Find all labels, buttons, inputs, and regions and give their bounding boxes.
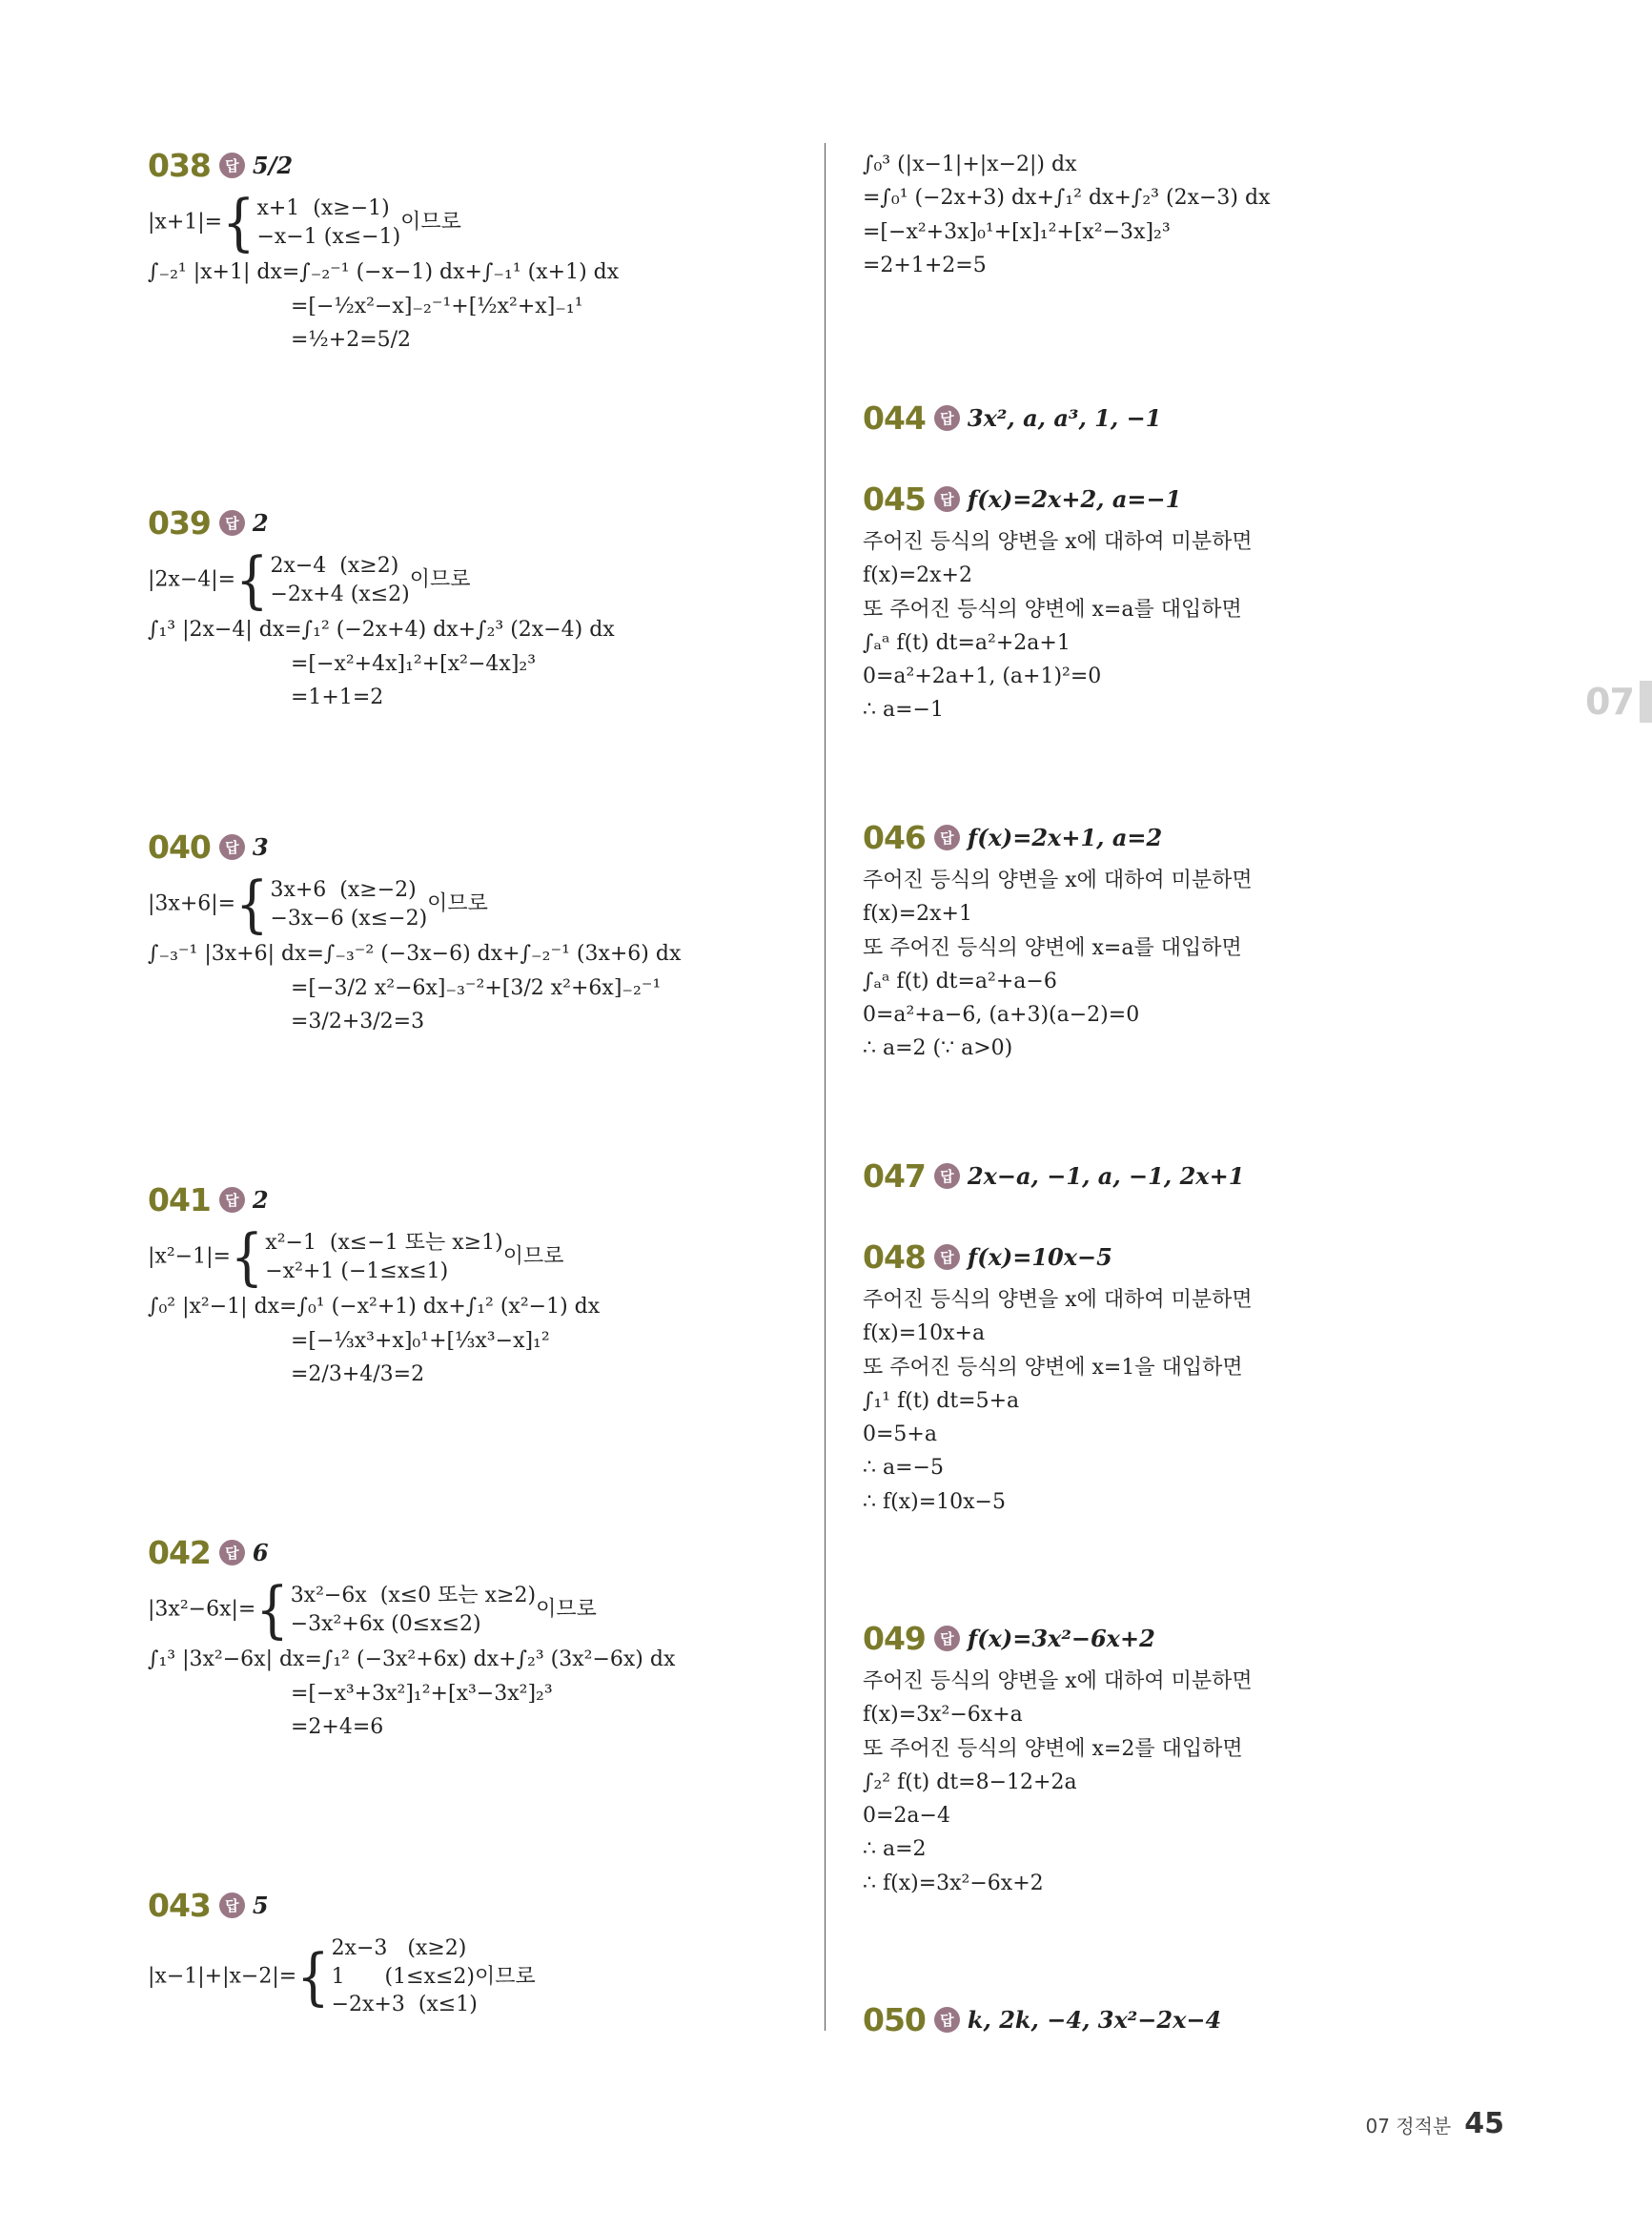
answer-badge: 답: [219, 153, 245, 178]
answer-text: f(x)=2x+1, a=2: [967, 823, 1163, 851]
answer-badge: 답: [934, 1244, 960, 1270]
solution-line: ∫₁³ |3x²−6x| dx=∫₁² (−3x²+6x) dx+∫₂³ (3x²−6x) dx: [148, 1647, 676, 1672]
case-row: −2x+3 (x≤1): [331, 1993, 478, 2017]
chapter-side-tab-number: 07: [1585, 681, 1634, 723]
answer-badge: 답: [934, 825, 960, 850]
solution-line: ∫₀² |x²−1| dx=∫₀¹ (−x²+1) dx+∫₁² (x²−1) dx: [148, 1295, 601, 1320]
problem-043-cont: [863, 143, 1435, 287]
piecewise-tail: 이므로: [409, 567, 471, 592]
case-row: −x−1 (x≤−1): [256, 224, 401, 249]
answer-text: 2: [252, 1185, 269, 1214]
answer-badge: 답: [219, 1540, 245, 1565]
problem-number: 039: [148, 503, 211, 542]
solution-line: ∫₁¹ f(t) dt=5+a: [863, 1388, 1020, 1413]
problem-header: [863, 1616, 1435, 1660]
problem-040: [148, 825, 815, 1043]
answer-text: 5: [252, 1891, 269, 1919]
problem-043: [148, 1883, 815, 2029]
case-row: 3x²−6x (x≤0 또는 x≥2): [290, 1584, 537, 1607]
problem-header: [863, 1997, 1435, 2041]
brace: {: [235, 868, 269, 940]
answer-badge: 답: [934, 2007, 960, 2033]
answer-badge: 답: [219, 1187, 245, 1213]
piecewise-tail: 이므로: [502, 1244, 564, 1269]
solution-line: f(x)=2x+1: [863, 902, 972, 927]
solution-line: 주어진 등식의 양변을 x에 대하여 미분하면: [863, 869, 1253, 892]
case-row: 1 (1≤x≤2)이므로: [331, 1964, 536, 1989]
piecewise-definition: [148, 543, 815, 616]
solution-line: =½+2=5/2: [291, 327, 412, 352]
problem-049: [863, 1616, 1435, 1905]
piecewise-lhs: |x²−1|=: [148, 1244, 231, 1269]
problem-038: [148, 143, 815, 361]
solution-line: 또 주어진 등식의 양변에 x=1을 대입하면: [863, 1355, 1243, 1380]
problem-header: [148, 1177, 815, 1221]
piecewise-cases: [255, 1573, 537, 1646]
chapter-side-tab-block: [1640, 681, 1652, 723]
solution-line: =[−x²+4x]₁²+[x²−4x]₂³: [291, 651, 537, 676]
solution-line: f(x)=2x+2: [863, 563, 972, 588]
problem-header: [148, 1530, 815, 1574]
problem-044: [863, 396, 1435, 440]
problem-header: [863, 477, 1435, 521]
problem-header: [148, 501, 815, 544]
case-row: −3x−6 (x≤−2): [270, 906, 428, 931]
piecewise-definition: [148, 186, 815, 258]
answer-text: 2: [252, 508, 269, 537]
piecewise-tail: 이므로: [400, 210, 461, 235]
problem-047: [863, 1154, 1435, 1197]
problem-number: 046: [863, 818, 926, 856]
piecewise-lhs: |x−1|+|x−2|=: [148, 1964, 297, 1989]
brace: {: [235, 543, 269, 616]
piecewise-cases: [230, 1220, 503, 1293]
problem-number: 045: [863, 480, 926, 518]
solution-line: 또 주어진 등식의 양변에 x=a를 대입하면: [863, 597, 1242, 622]
answer-badge: 답: [219, 1892, 245, 1918]
piecewise-tail: 이므로: [427, 891, 488, 916]
solution-line: ∴ a=2: [863, 1837, 927, 1862]
case-row: x²−1 (x≤−1 또는 x≥1): [265, 1231, 503, 1255]
solution-line: ∫ₐᵃ f(t) dt=a²+a−6: [863, 969, 1057, 993]
problem-number: 047: [863, 1156, 926, 1195]
piecewise-cases: [296, 1934, 536, 2019]
brace: {: [255, 1573, 289, 1646]
solution-line: ∫₀³ (|x−1|+|x−2|) dx: [863, 153, 1077, 176]
solution-line: =[−½x²−x]₋₂⁻¹+[½x²+x]₋₁¹: [291, 294, 583, 318]
answer-text: f(x)=3x²−6x+2: [967, 1624, 1155, 1652]
piecewise-definition: [148, 868, 815, 940]
answer-text: 2x−a, −1, a, −1, 2x+1: [967, 1161, 1245, 1190]
solution-line: ∴ f(x)=10x−5: [863, 1489, 1006, 1514]
case-row: x+1 (x≥−1): [256, 196, 390, 220]
chapter-side-tab: [1585, 681, 1652, 723]
problem-046: [863, 815, 1435, 1071]
piecewise-lhs: |x+1|=: [148, 210, 223, 235]
problem-050: [863, 1997, 1435, 2041]
piecewise-lhs: |3x²−6x|=: [148, 1597, 256, 1622]
solution-line: f(x)=3x²−6x+a: [863, 1703, 1023, 1728]
brace: {: [222, 186, 255, 258]
case-rows: [256, 194, 400, 251]
problem-number: 040: [148, 828, 211, 866]
case-rows: [270, 876, 427, 932]
problem-number: 049: [863, 1619, 926, 1657]
solution-line: ∫₂² f(t) dt=8−12+2a: [863, 1770, 1077, 1794]
case-row: −x²+1 (−1≤x≤1): [265, 1258, 449, 1283]
case-rows: [265, 1229, 502, 1285]
solution-line: ∴ a=−1: [863, 698, 944, 723]
case-row: −3x²+6x (0≤x≤2): [290, 1611, 481, 1636]
answer-text: f(x)=10x−5: [967, 1242, 1112, 1271]
problem-header: [148, 825, 815, 869]
solution-line: =[−⅓x³+x]₀¹+[⅓x³−x]₁²: [291, 1328, 550, 1353]
piecewise-definition: [148, 1934, 815, 2019]
problem-header: [148, 1883, 815, 1927]
problem-number: 042: [148, 1533, 211, 1571]
problem-number: 050: [863, 2000, 926, 2038]
piecewise-lhs: |2x−4|=: [148, 567, 236, 592]
problem-042: [148, 1530, 815, 1749]
problem-048: [863, 1235, 1435, 1524]
answer-text: 3: [252, 832, 269, 861]
answer-text: 6: [252, 1538, 269, 1566]
solution-line: =2+4=6: [291, 1714, 384, 1739]
page-number: 45: [1464, 2107, 1504, 2140]
solution-line: ∫₋₃⁻¹ |3x+6| dx=∫₋₃⁻² (−3x−6) dx+∫₋₂⁻¹ (3x+6) dx: [148, 942, 682, 967]
solution-line: 또 주어진 등식의 양변에 x=2를 대입하면: [863, 1736, 1243, 1761]
page-footer: [1365, 2107, 1504, 2140]
solution-line: =[−x³+3x²]₁²+[x³−3x²]₂³: [291, 1681, 553, 1706]
piecewise-cases: [235, 543, 410, 616]
case-rows: [291, 1582, 536, 1638]
solution-line: 0=a²+2a+1, (a+1)²=0: [863, 665, 1102, 689]
answer-badge: 답: [219, 510, 245, 536]
problem-045: [863, 477, 1435, 732]
problem-number: 043: [148, 1886, 211, 1924]
solution-line: ∫ₐᵃ f(t) dt=a²+2a+1: [863, 630, 1071, 655]
solution-line: ∫₋₂¹ |x+1| dx=∫₋₂⁻¹ (−x−1) dx+∫₋₁¹ (x+1) dx: [148, 260, 620, 285]
answer-badge: 답: [934, 405, 960, 431]
solution-line: ∫₁³ |2x−4| dx=∫₁² (−2x+4) dx+∫₂³ (2x−4) dx: [148, 618, 615, 643]
solution-line: =2/3+4/3=2: [291, 1361, 425, 1386]
problem-039: [148, 501, 815, 719]
answer-badge: 답: [934, 1626, 960, 1651]
piecewise-definition: [148, 1573, 815, 1646]
brace: {: [296, 1940, 330, 2013]
problem-number: 048: [863, 1238, 926, 1276]
solution-line: 0=a²+a−6, (a+3)(a−2)=0: [863, 1003, 1140, 1028]
problem-header: [863, 1154, 1435, 1197]
problem-header: [863, 815, 1435, 859]
solution-line: 주어진 등식의 양변을 x에 대하여 미분하면: [863, 530, 1253, 554]
solution-line: ∴ a=2 (∵ a>0): [863, 1036, 1013, 1061]
piecewise-lhs: |3x+6|=: [148, 891, 236, 916]
footer-chapter: 07 정적분: [1365, 2115, 1452, 2138]
case-row: 3x+6 (x≥−2): [270, 878, 417, 902]
problem-header: [863, 1235, 1435, 1279]
brace: {: [230, 1220, 264, 1293]
solution-line: ∴ f(x)=3x²−6x+2: [863, 1871, 1044, 1895]
solution-line: =1+1=2: [291, 685, 384, 709]
solution-line: 또 주어진 등식의 양변에 x=a를 대입하면: [863, 935, 1242, 960]
solution-line: 주어진 등식의 양변을 x에 대하여 미분하면: [863, 1288, 1253, 1312]
solution-line: f(x)=10x+a: [863, 1321, 986, 1346]
problem-number: 044: [863, 399, 926, 437]
case-rows: [332, 1934, 536, 2019]
answer-text: 3x², a, a³, 1, −1: [967, 403, 1162, 432]
case-row: 2x−3 (x≥2): [331, 1936, 467, 1960]
solution-line: =[−x²+3x]₀¹+[x]₁²+[x²−3x]₂³: [863, 219, 1171, 244]
solution-line: 주어진 등식의 양변을 x에 대하여 미분하면: [863, 1669, 1253, 1693]
problem-header: [148, 143, 815, 187]
answer-text: f(x)=2x+2, a=−1: [967, 484, 1182, 513]
piecewise-cases: [235, 868, 428, 940]
piecewise-cases: [222, 186, 401, 258]
answer-badge: 답: [219, 834, 245, 860]
piecewise-tail: 이므로: [536, 1597, 597, 1622]
problem-number: 038: [148, 146, 211, 184]
answer-text: k, 2k, −4, 3x²−2x−4: [967, 2005, 1222, 2034]
answer-text: 5/2: [252, 151, 294, 179]
column-divider: [825, 143, 826, 2031]
problem-number: 041: [148, 1180, 211, 1218]
answer-badge: 답: [934, 1163, 960, 1189]
solution-line: =3/2+3/2=3: [291, 1009, 425, 1033]
case-row: 2x−4 (x≥2): [270, 554, 399, 578]
problem-header: [863, 396, 1435, 440]
answer-badge: 답: [934, 486, 960, 512]
problem-041: [148, 1177, 815, 1396]
solution-line: =[−3/2 x²−6x]₋₃⁻²+[3/2 x²+6x]₋₂⁻¹: [291, 975, 662, 1000]
piecewise-definition: [148, 1220, 815, 1293]
case-row: −2x+4 (x≤2): [270, 582, 410, 606]
case-rows: [270, 552, 409, 608]
solution-line: =∫₀¹ (−2x+3) dx+∫₁² dx+∫₂³ (2x−3) dx: [863, 186, 1271, 211]
solution-line: 0=2a−4: [863, 1804, 950, 1829]
solution-line: 0=5+a: [863, 1422, 937, 1447]
solution-line: ∴ a=−5: [863, 1456, 944, 1481]
solution-line: =2+1+2=5: [863, 253, 987, 277]
